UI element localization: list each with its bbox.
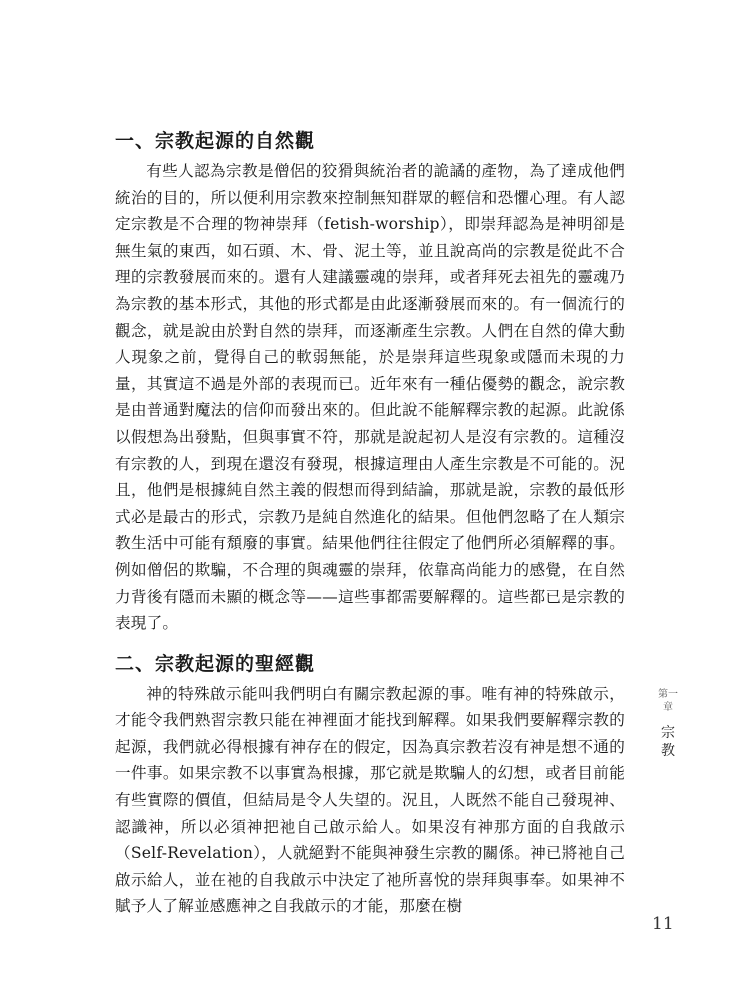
chapter-number: 第一章 [658, 689, 678, 713]
section-paragraph-1: 有些人認為宗教是僧侶的狡猾與統治者的詭譎的產物，為了達成他們統治的目的，所以便利用宗教來控制無知群眾的輕信和恐懼心理。有人認定宗教是不合理的物神崇拜（fetish-worship），即崇拜認為是神明卻是無生氣的東西，如石頭、木、骨、泥土等，並且說高尚的宗教是從此不合理的宗教發展而來的。還有人建議靈魂的崇拜，或者拜死去祖先的靈魂乃為宗教的基本形式，其他的形式都是由此逐漸發展而來的。有一個流行的觀念，就是說由於對自然的崇拜，而逐漸產生宗教。人們在自然的偉大動人現象之前，覺得自己的軟弱無能，於是崇拜這些現象或隱而未現的力量，其實這不過是外部的表現而已。近年來有一種佔優勢的觀念，說宗教是由普通對魔法的信仰而發出來的。但此說不能解釋宗教的起源。此說係以假想為出發點，但與事實不符，那就是說起初人是沒有宗教的。這種沒有宗教的人，到現在還沒有發現，根據這理由人產生宗教是不可能的。況且，他們是根據純自然主義的假想而得到結論，那就是說，宗教的最低形式必是最古的形式，宗教乃是純自然進化的結果。但他們忽略了在人類宗教生活中可能有頹廢的事實。結果他們往往假定了他們所必須解釋的事。例如僧侶的欺騙，不合理的與魂靈的崇拜，依靠高尚能力的感覺，在自然力背後有隱而未顯的概念等——這些事都需要解釋的。這些都已是宗教的表現了。 [115, 162, 625, 633]
page-number: 11 [652, 914, 674, 934]
section-paragraph-2: 神的特殊啟示能叫我們明白有關宗教起源的事。唯有神的特殊啟示，才能令我們熟習宗教只能在神裡面才能找到解釋。如果我們要解釋宗教的起源，我們就必得根據有神存在的假定，因為真宗教若沒有神是想不通的一件事。如果宗教不以事實為根據，那它就是欺騙人的幻想，或者目前能有些實際的價值，但結局是令人失望的。況且，人既然不能自己發現神、認識神，所以必須神把祂自己啟示給人。如果沒有神那方面的自我啟示（Self-Revelation），人就絕對不能與神發生宗教的關係。神已將祂自己啟示給人，並在祂的自我啟示中決定了祂所喜悅的崇拜與事奉。如果神不賦予人了解並感應神之自我啟示的才能，那麼在樹 [115, 684, 625, 916]
chapter-title: 宗教 [661, 725, 675, 759]
chapter-side-tab [658, 688, 678, 760]
page-body [115, 128, 625, 920]
section-heading-1: 一、宗教起源的自然觀 [115, 130, 316, 152]
section-heading-2: 二、宗教起源的聖經觀 [115, 652, 316, 675]
